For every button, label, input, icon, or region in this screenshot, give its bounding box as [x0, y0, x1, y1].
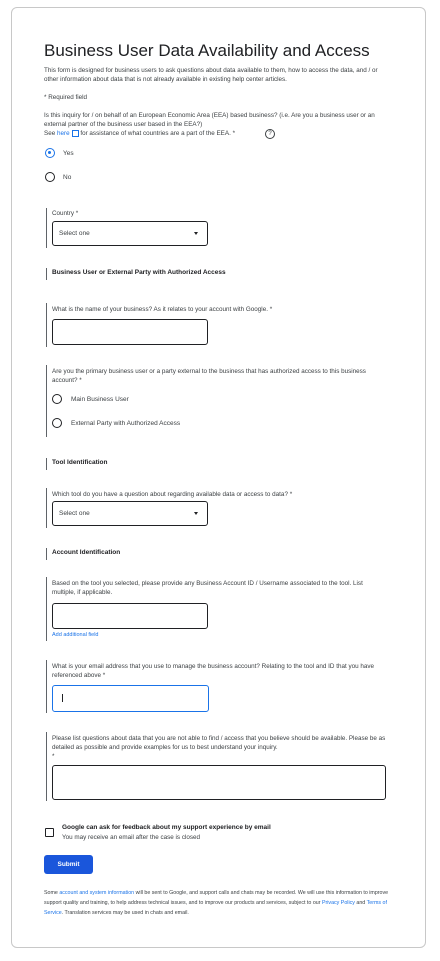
questions-textarea[interactable] — [52, 765, 386, 800]
submit-button[interactable]: Submit — [44, 855, 93, 874]
section-bar — [46, 458, 47, 470]
field-indicator-bar — [46, 303, 47, 347]
footer-text-1: Some — [44, 890, 60, 896]
footer-text-2: will be sent to Google, and support calls and chats may be recorded. We will use this information to improve support quality and training, to help address technical issues, and to improve our products and services, subject to our — [44, 890, 389, 906]
country-label: Country * — [52, 210, 79, 217]
section-tool-identification: Tool Identification — [52, 459, 108, 466]
footer-disclaimer — [44, 888, 392, 918]
feedback-sublabel: You may receive an email after the case is closed — [62, 834, 201, 841]
eea-here-link[interactable]: here — [56, 130, 70, 137]
section-account-identification: Account Identification — [52, 549, 121, 556]
account-id-label: Based on the tool you selected, please provide any Business Account ID / Username associated to the tool. List multiple, if applicable. — [52, 580, 363, 596]
eea-see-prefix: See — [44, 130, 57, 137]
country-select[interactable] — [52, 221, 208, 246]
radio-no[interactable] — [45, 172, 55, 182]
questions-required-mark: * — [52, 753, 55, 760]
radio-main-business-user[interactable] — [52, 394, 62, 404]
questions-label-text: Please list questions about data that you are not able to find / access that you believe should be available. Please be as detailed as possible and provide examples for us to best understand your inquiry. — [52, 735, 386, 751]
required-note: * Required field — [44, 94, 88, 101]
section-business-user: Business User or External Party with Authorized Access — [52, 269, 226, 276]
field-indicator-bar — [46, 732, 47, 801]
radio-external-party[interactable] — [52, 418, 62, 428]
form-description: This form is designed for business users to ask questions about data available to them, how to access the data, and / or other information about data that is not already available in existing help center articles. — [44, 67, 378, 83]
add-additional-field-link[interactable]: Add additional field — [52, 632, 99, 638]
section-bar — [46, 548, 47, 560]
feedback-checkbox[interactable] — [45, 828, 54, 837]
email-input[interactable] — [52, 685, 209, 712]
field-indicator-bar — [46, 488, 47, 528]
page-title: Business User Data Availability and Access — [44, 41, 370, 60]
field-indicator-bar — [46, 577, 47, 641]
radio-external-party-label: External Party with Authorized Access — [71, 420, 181, 427]
radio-yes[interactable] — [45, 148, 55, 158]
chevron-down-icon — [194, 232, 198, 235]
tool-label: Which tool do you have a question about regarding available data or access to data? * — [52, 491, 293, 498]
eea-question — [44, 111, 389, 138]
form-card — [11, 7, 426, 948]
privacy-policy-link[interactable]: Privacy Policy — [321, 900, 355, 906]
external-link-icon — [72, 130, 79, 137]
eea-see-suffix: for assistance of what countries are a part of the EEA. * — [78, 130, 236, 137]
country-select-value: Select one — [59, 230, 90, 237]
text-cursor — [62, 694, 63, 702]
account-system-info-link[interactable]: account and system information — [59, 890, 135, 896]
email-label: What is your email address that you use to manage the business account? Relating to the tool and ID that you have referenced above * — [52, 663, 375, 679]
help-icon[interactable]: ? — [265, 129, 275, 139]
eea-question-text: Is this inquiry for / on behalf of an European Economic Area (EEA) based business? (i.e. Are you a business user or an external partner of the business user based in the EEA?) — [44, 112, 375, 128]
field-indicator-bar — [46, 660, 47, 713]
questions-label — [52, 734, 392, 761]
radio-no-label: No — [63, 174, 72, 181]
radio-main-business-user-label: Main Business User — [71, 396, 129, 403]
field-indicator-bar — [46, 365, 47, 437]
tool-select-value: Select one — [59, 510, 90, 517]
section-bar — [46, 268, 47, 280]
feedback-label: Google can ask for feedback about my support experience by email — [62, 824, 271, 831]
chevron-down-icon — [194, 512, 198, 515]
footer-text-3: and — [354, 900, 367, 906]
business-name-label: What is the name of your business? As it relates to your account with Google. * — [52, 306, 273, 313]
terms-of-service-link[interactable]: Terms of Service — [44, 900, 387, 916]
account-id-input[interactable] — [52, 603, 208, 629]
business-name-input[interactable] — [52, 319, 208, 345]
radio-yes-label: Yes — [63, 150, 74, 157]
field-indicator-bar — [46, 208, 47, 248]
footer-text-4: . Translation services may be used in chats and email. — [61, 910, 189, 916]
primary-user-label: Are you the primary business user or a party external to the business that has authorized access to this business account? * — [52, 368, 366, 384]
tool-select[interactable] — [52, 501, 208, 526]
